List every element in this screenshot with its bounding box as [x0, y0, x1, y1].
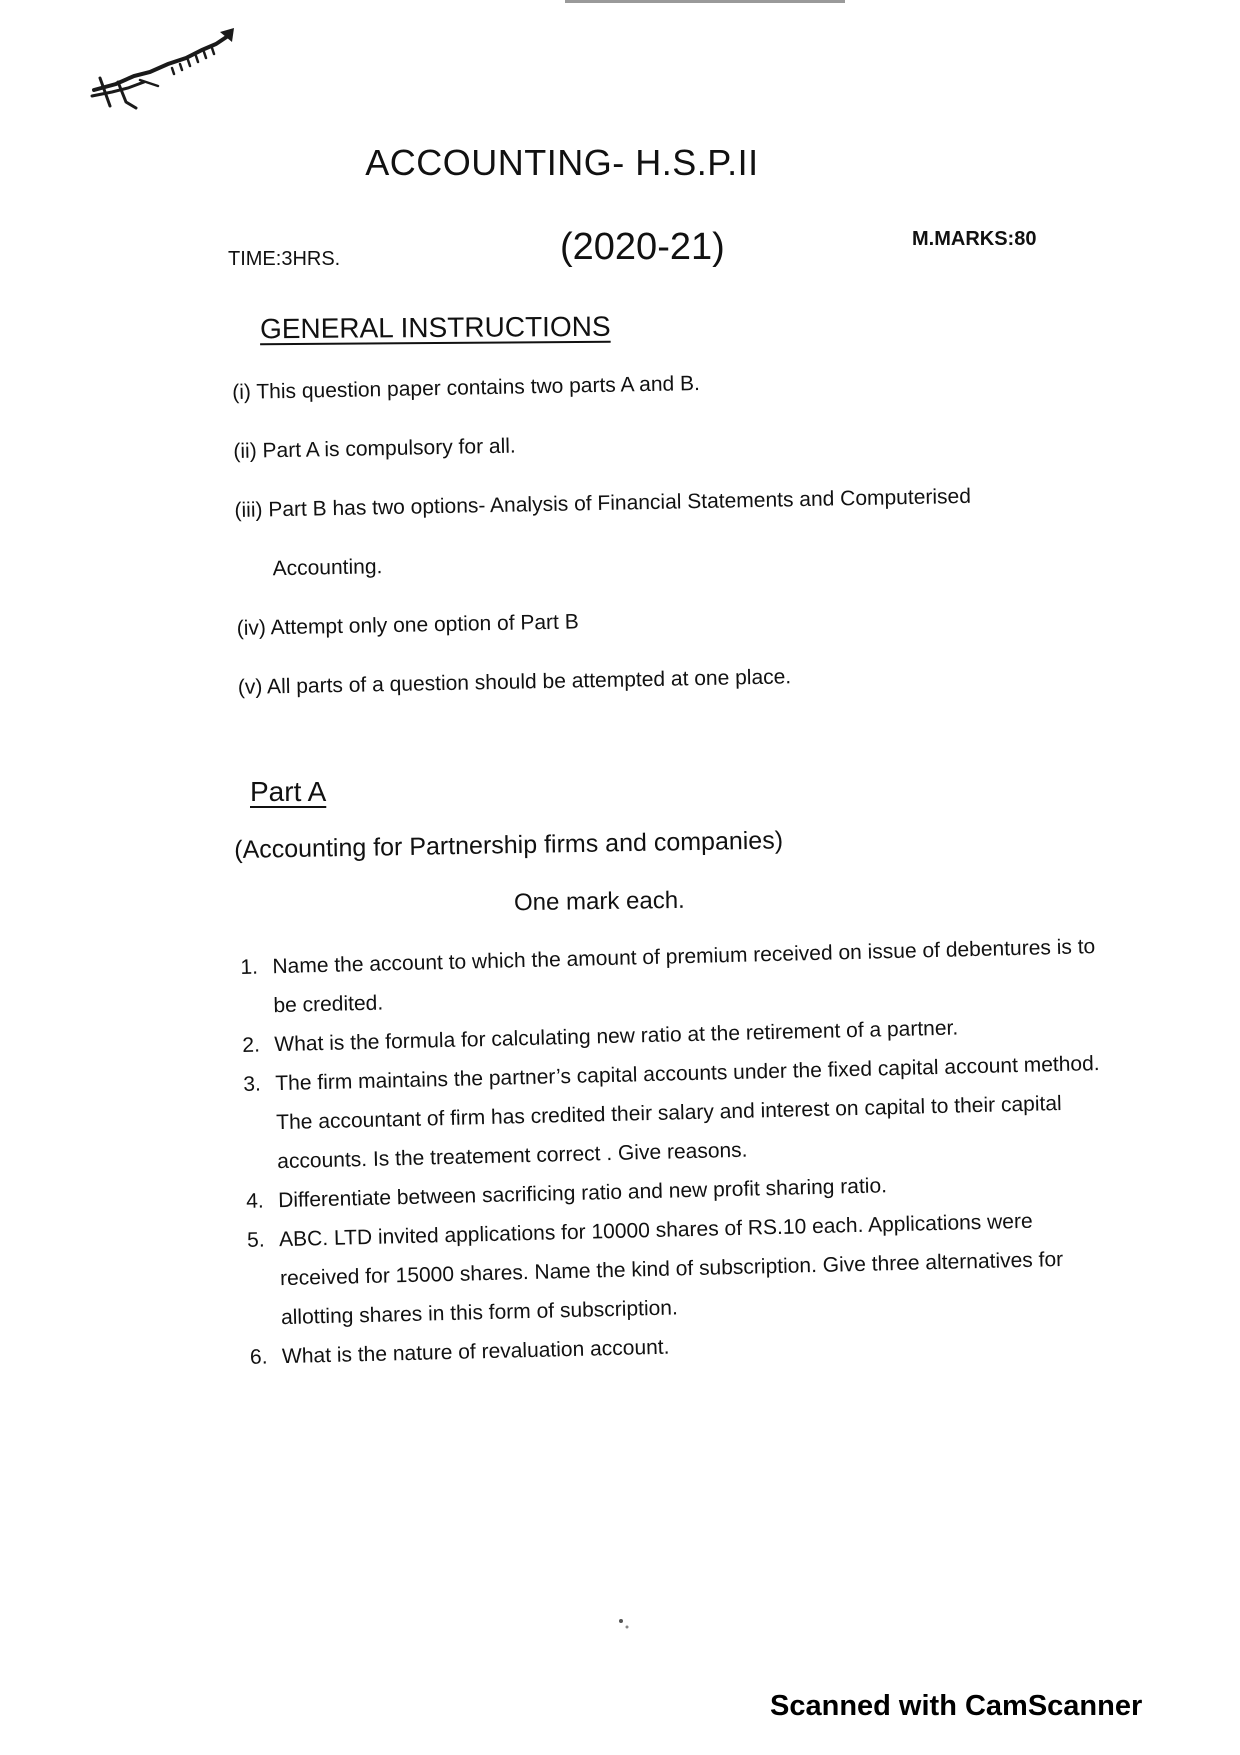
instruction-item [232, 364, 1072, 406]
marks-note: One mark each. [513, 886, 685, 917]
part-a-subtitle: (Accounting for Partnership firms and companies) [234, 826, 784, 864]
question-text: What is the nature of revaluation account. [281, 1335, 670, 1369]
question-text: The firm maintains the partner’s capital accounts under the fixed capital account method. The accountant of firm has credited their salary and interest on capital to their capital accounts. Is the treatement correct . Give reasons. [275, 1052, 1100, 1174]
max-marks: M.MARKS:80 [912, 228, 1037, 250]
time-allowed: TIME:3HRS. [228, 248, 341, 270]
question-number: 2. [242, 1033, 261, 1057]
instruction-continuation: Accounting. [272, 555, 383, 581]
question-number: 3. [243, 1072, 262, 1096]
part-a-heading: Part A [250, 776, 327, 807]
camscanner-watermark: Scanned with CamScanner [770, 1690, 1143, 1722]
scan-edge-line [565, 0, 845, 3]
session-year: (2020-21) [560, 226, 725, 268]
instruction-text: (iv) Attempt only one option of Part B [236, 610, 579, 640]
questions-list [240, 927, 1110, 1377]
instruction-item [233, 423, 1073, 465]
question-item [243, 1044, 1106, 1182]
question-text: Differentiate between sacrificing ratio and new profit sharing ratio. [277, 1174, 888, 1213]
question-number: 4. [245, 1189, 264, 1213]
instructions-list [232, 364, 1079, 734]
instruction-item [234, 482, 1075, 583]
instruction-text: (iii) Part B has two options- Analysis of Financial Statements and Computerised [234, 484, 972, 522]
question-item [247, 1200, 1110, 1338]
instruction-item [237, 600, 1077, 642]
question-number: 5. [246, 1228, 265, 1252]
paper-title: ACCOUNTING- H.S.P.II [365, 142, 759, 183]
question-text: What is the formula for calculating new ratio at the retirement of a partner. [274, 1016, 959, 1057]
signature-mark [88, 18, 238, 118]
scan-smudge [616, 1616, 632, 1632]
instruction-item [238, 659, 1078, 701]
question-text: ABC. LTD invited applications for 10000 shares of RS.10 each. Applications were received for 15000 shares. Name the kind of subscription. Give three alternatives for allotting shares in this form of subscription. [278, 1209, 1064, 1330]
question-text: Name the account to which the amount of premium received on issue of debentures is to be credited. [272, 935, 1096, 1018]
question-number: 1. [240, 955, 259, 979]
question-number: 6. [249, 1345, 268, 1369]
general-instructions-heading: GENERAL INSTRUCTIONS [259, 310, 611, 345]
instruction-text: (v) All parts of a question should be attempted at one place. [237, 665, 792, 699]
instruction-text: (i) This question paper contains two parts A and B. [232, 372, 701, 404]
instruction-text: (ii) Part A is compulsory for all. [233, 434, 516, 463]
